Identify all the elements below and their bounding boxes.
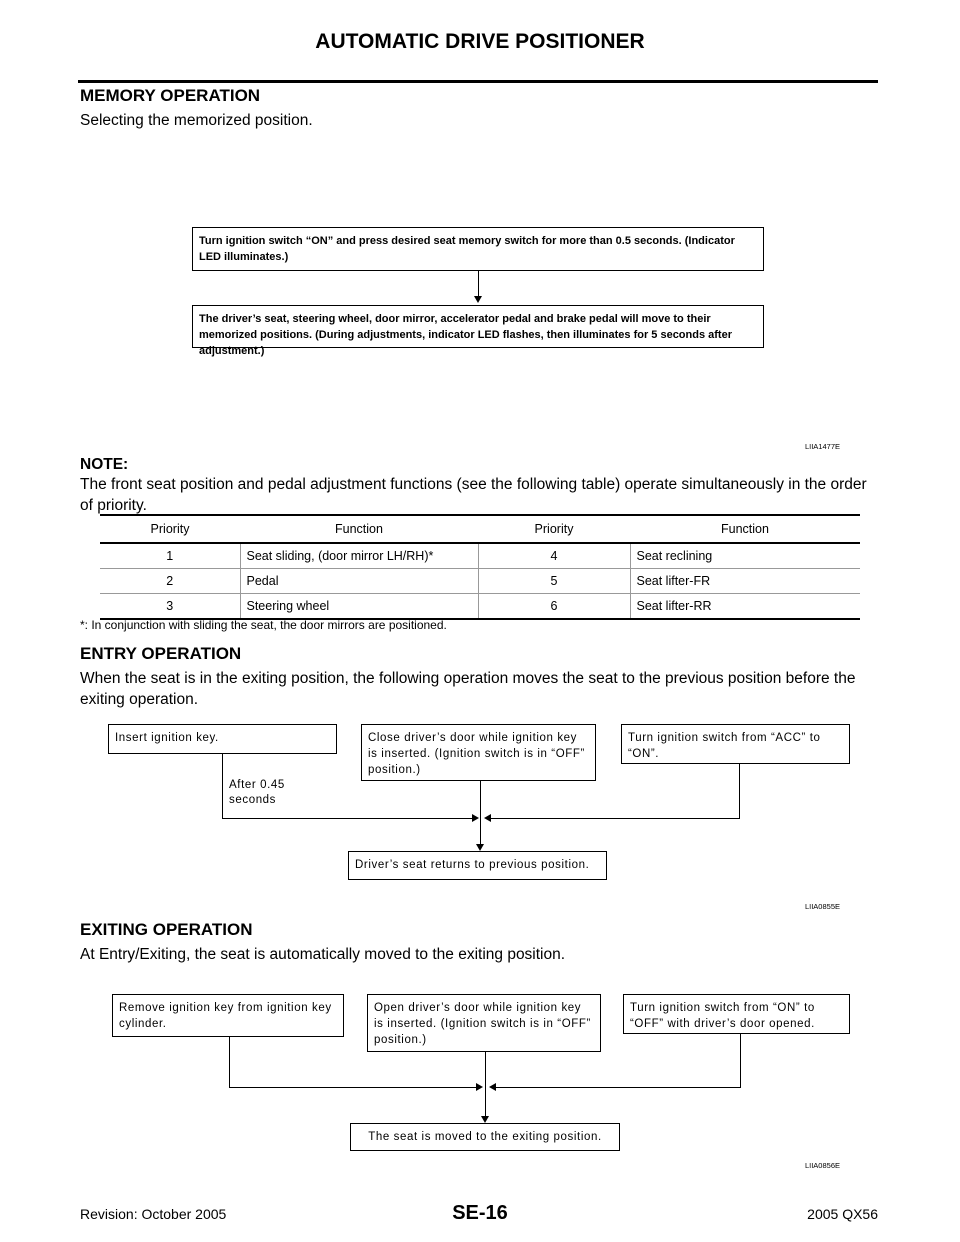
col-header: Priority — [478, 515, 630, 543]
arrow-down-icon — [474, 296, 482, 303]
table-row — [100, 569, 860, 594]
memory-step1-box: Turn ignition switch “ON” and press desired seat memory switch for more than 0.5 seconds. (Indicator LED illuminates.) — [192, 227, 764, 271]
entry-delay-label: After 0.45 seconds — [229, 779, 285, 806]
exiting-right-horizontal — [495, 1087, 741, 1088]
table-cell: 2 — [100, 569, 240, 594]
entry-center-connector — [480, 781, 481, 845]
footer-model: 2005 QX56 — [807, 1206, 878, 1222]
entry-close-box: Close driver’s door while ignition key is inserted. (Ignition switch is in “OFF” position.) — [361, 724, 596, 781]
memory-heading: MEMORY OPERATION — [80, 86, 261, 105]
table-cell: 5 — [478, 569, 630, 594]
entry-left-horizontal — [222, 818, 472, 819]
arrow-down-icon — [481, 1116, 489, 1123]
exiting-remove-box: Remove ignition key from ignition key cylinder. — [112, 994, 344, 1037]
table-cell: Steering wheel — [240, 594, 478, 620]
header-rule — [78, 80, 878, 83]
memory-connector — [478, 271, 479, 297]
entry-intro: When the seat is in the exiting position, the following operation moves the seat to the previous position before the exiting operation. — [80, 670, 856, 708]
exiting-result-box: The seat is moved to the exiting position. — [350, 1123, 620, 1151]
table-footnote: *: In conjunction with sliding the seat, the door mirrors are positioned. — [80, 618, 447, 632]
arrow-right-icon — [472, 814, 479, 822]
entry-left-connector — [222, 754, 223, 819]
exiting-turn-box: Turn ignition switch from “ON” to “OFF” with driver’s door opened. — [623, 994, 850, 1034]
page-title: AUTOMATIC DRIVE POSITIONER — [315, 30, 645, 53]
exiting-center-connector — [485, 1052, 486, 1117]
table-row — [100, 594, 860, 620]
entry-right-horizontal — [490, 818, 740, 819]
priority-table — [100, 514, 860, 620]
memory-figure-code: LIIA1477E — [804, 442, 840, 451]
exiting-left-connector — [229, 1037, 230, 1088]
exiting-left-horizontal — [229, 1087, 476, 1088]
table-header-row — [100, 515, 860, 543]
table-cell: Seat reclining — [630, 543, 860, 569]
entry-right-connector — [739, 764, 740, 819]
entry-insert-box: Insert ignition key. — [108, 724, 337, 754]
table-cell: 4 — [478, 543, 630, 569]
exiting-open-box: Open driver’s door while ignition key is inserted. (Ignition switch is in “OFF” position.) — [367, 994, 601, 1052]
table-cell: Seat lifter-RR — [630, 594, 860, 620]
table-cell: Seat lifter-FR — [630, 569, 860, 594]
note-text: The front seat position and pedal adjustment functions (see the following table) operate simultaneously in the order of priority. — [80, 476, 867, 514]
arrow-left-icon — [489, 1083, 496, 1091]
note-label: NOTE: — [80, 456, 129, 473]
exiting-right-connector — [740, 1034, 741, 1088]
arrow-down-icon — [476, 844, 484, 851]
col-header: Priority — [100, 515, 240, 543]
col-header: Function — [630, 515, 860, 543]
entry-turn-box: Turn ignition switch from “ACC” to “ON”. — [621, 724, 850, 764]
arrow-right-icon — [476, 1083, 483, 1091]
table-cell: 3 — [100, 594, 240, 620]
exiting-heading: EXITING OPERATION — [80, 920, 253, 939]
entry-result-box: Driver’s seat returns to previous position. — [348, 851, 607, 880]
entry-heading: ENTRY OPERATION — [80, 644, 242, 663]
arrow-left-icon — [484, 814, 491, 822]
col-header: Function — [240, 515, 478, 543]
table-cell: 1 — [100, 543, 240, 569]
memory-step2-box: The driver’s seat, steering wheel, door mirror, accelerator pedal and brake pedal will move to their memorized positions. (During adjustments, indicator LED flashes, then illuminates for 5 seconds after adjustment.) — [192, 305, 764, 348]
table-cell: 6 — [478, 594, 630, 620]
exiting-intro: At Entry/Exiting, the seat is automatically moved to the exiting position. — [80, 946, 566, 963]
exiting-figure-code: LIIA0856E — [804, 1161, 840, 1170]
table-cell: Pedal — [240, 569, 478, 594]
table-row — [100, 543, 860, 569]
table-cell: Seat sliding, (door mirror LH/RH)* — [240, 543, 478, 569]
footer-page-code: SE-16 — [452, 1202, 508, 1224]
memory-intro: Selecting the memorized position. — [80, 112, 313, 129]
entry-figure-code: LIIA0855E — [804, 902, 840, 911]
footer-revision: Revision: October 2005 — [80, 1206, 227, 1222]
